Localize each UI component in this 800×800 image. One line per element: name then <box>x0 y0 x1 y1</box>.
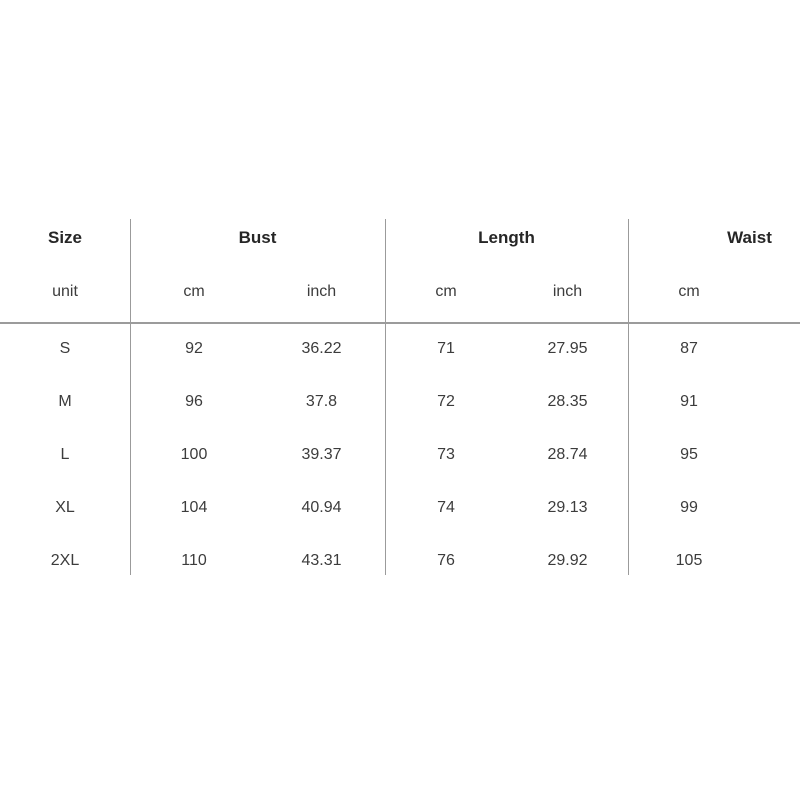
unit-length-cm: cm <box>435 282 457 300</box>
cell-bust-cm: 104 <box>180 498 208 516</box>
unit-waist-inch-cropped <box>750 261 800 322</box>
cell-bust-inch: 37.8 <box>305 392 338 410</box>
cell-waist-cm: 95 <box>680 445 698 463</box>
cell-length-inch: 28.35 <box>547 392 588 410</box>
cell-bust-cm: 92 <box>185 339 203 357</box>
cell-waist-inch-cropped <box>750 322 800 375</box>
cell-length-inch: 28.74 <box>547 445 588 463</box>
cell-bust-cm: 100 <box>180 445 208 463</box>
cell-bust-inch: 36.22 <box>301 339 342 357</box>
header-length: Length <box>478 228 535 247</box>
unit-length-inch: inch <box>552 282 583 300</box>
unit-bust-cm: cm <box>183 282 205 300</box>
cell-bust-inch: 40.94 <box>301 498 342 516</box>
cell-length-inch: 29.92 <box>547 551 588 569</box>
cell-size: 2XL <box>50 551 80 569</box>
cell-waist-cm: 99 <box>680 498 698 516</box>
cell-waist-cm: 87 <box>680 339 698 357</box>
cell-length-cm: 74 <box>437 498 455 516</box>
cell-bust-cm: 96 <box>185 392 203 410</box>
cell-bust-inch: 43.31 <box>301 551 342 569</box>
cell-size: S <box>59 339 71 357</box>
unit-waist-cm: cm <box>678 282 700 300</box>
cell-bust-cm: 110 <box>181 551 207 569</box>
cell-length-cm: 76 <box>437 551 455 569</box>
size-chart-table <box>0 215 800 587</box>
column-divider-length-waist <box>628 219 629 575</box>
cell-length-cm: 72 <box>437 392 455 410</box>
cell-size: XL <box>55 498 75 516</box>
unit-bust-inch: inch <box>306 282 337 300</box>
cell-length-cm: 73 <box>437 445 455 463</box>
table-row <box>0 534 800 587</box>
cell-waist-inch-cropped <box>750 428 800 481</box>
table-row <box>0 322 800 375</box>
size-chart-table-wrap <box>0 215 800 587</box>
cell-waist-inch-cropped <box>750 481 800 534</box>
cell-waist-inch-cropped <box>750 534 800 587</box>
column-divider-size-bust <box>130 219 131 575</box>
table-row <box>0 375 800 428</box>
table-row <box>0 481 800 534</box>
table-header-row <box>0 215 800 261</box>
cell-size: M <box>58 392 72 410</box>
cell-size: L <box>60 445 70 463</box>
cell-waist-cm: 91 <box>680 392 698 410</box>
header-size: Size <box>47 228 83 247</box>
cell-length-inch: 27.95 <box>547 339 588 357</box>
cell-waist-inch-cropped <box>750 375 800 428</box>
table-units-row <box>0 261 800 322</box>
cell-length-inch: 29.13 <box>547 498 588 516</box>
header-unit: unit <box>52 282 78 300</box>
cell-length-cm: 71 <box>437 339 455 357</box>
cell-waist-cm: 105 <box>675 551 703 569</box>
header-bust: Bust <box>238 228 277 247</box>
column-divider-bust-length <box>385 219 386 575</box>
cell-bust-inch: 39.37 <box>301 445 342 463</box>
header-divider-line <box>0 322 800 324</box>
header-waist: Waist <box>727 228 772 247</box>
table-row <box>0 428 800 481</box>
